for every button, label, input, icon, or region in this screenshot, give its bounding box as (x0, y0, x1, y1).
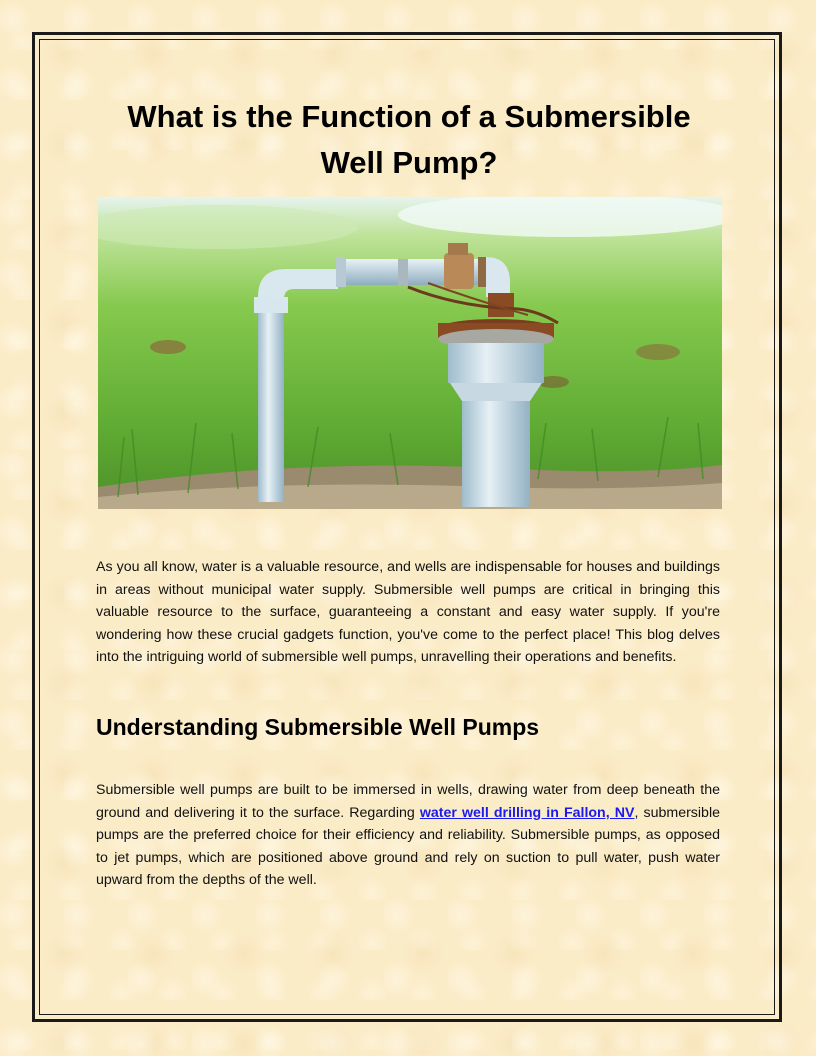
page-title: What is the Function of a Submersible Well Pump? (127, 99, 691, 180)
section-paragraph-text-after: , submersible pumps are the preferred choice for their efficiency and reliability. Submersible pumps, as opposed to jet pumps, which are positioned above ground and rely on suction to pull water, push water upward from the depths of the well. (96, 804, 720, 889)
section-paragraph (96, 779, 720, 892)
section-heading: Understanding Submersible Well Pumps (96, 714, 540, 740)
water-well-drilling-link[interactable]: water well drilling in Fallon, NV (419, 804, 635, 821)
well-pump-photo (98, 197, 722, 509)
intro-paragraph: As you all know, water is a valuable resource, and wells are indispensable for houses and buildings in areas without municipal water supply. Submersible well pumps are critical in bringing this valuable resource to the surface, guaranteeing a constant and easy water supply. If you're wondering how these crucial gadgets function, you've come to the perfect place! This blog delves into the intriguing world of submersible well pumps, unravelling their operations and benefits. (96, 559, 720, 666)
section-paragraph-text-before: Submersible well pumps are built to be immersed in wells, drawing water from deep beneath the ground and delivering it to the surface. Regarding (96, 782, 720, 821)
